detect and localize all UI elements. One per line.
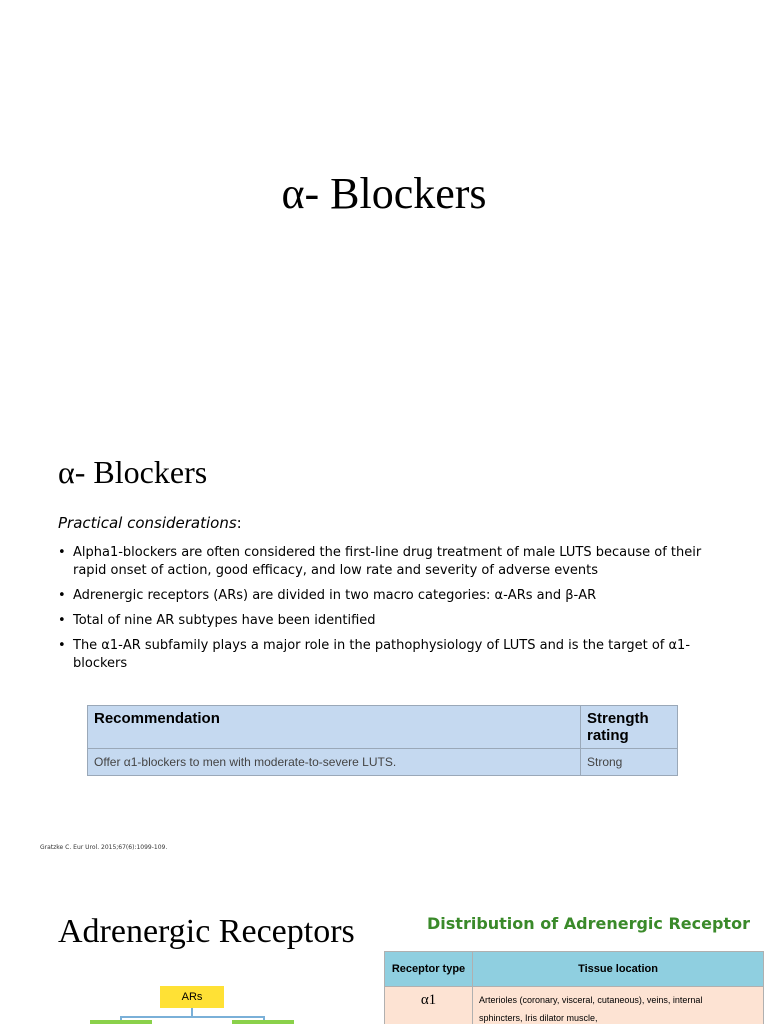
tissue-location-cell	[473, 987, 764, 1024]
recommendation-table	[87, 705, 678, 776]
table-header-row	[385, 952, 764, 987]
ars-diagram-root: ARs	[160, 986, 224, 1008]
table-row	[88, 749, 678, 776]
bullet-dot-icon: •	[58, 613, 66, 628]
slide-1	[0, 0, 768, 430]
table-row	[385, 987, 764, 1024]
bullet-list	[58, 544, 708, 680]
slide-3	[0, 870, 768, 1024]
beta-ar-box	[232, 1020, 294, 1024]
recommendation-header: Recommendation	[88, 706, 581, 749]
subtitle-text: Practical considerations	[58, 514, 237, 532]
bullet-item	[58, 612, 708, 630]
bullet-text: The α1-AR subfamily plays a major role in the pathophysiology of LUTS and is the target of α1-blockers	[73, 638, 691, 671]
receptor-type-cell: α1	[385, 987, 473, 1024]
receptor-type-header: Receptor type	[385, 952, 473, 987]
recommendation-cell: Offer α1-blockers to men with moderate-to-severe LUTS.	[88, 749, 581, 776]
diagram-connector	[120, 1016, 265, 1018]
tissue-line-2: sphincters, Iris dilator muscle,	[479, 1013, 598, 1023]
bullet-dot-icon: •	[58, 588, 66, 603]
distribution-table	[384, 951, 764, 1024]
bullet-text: Alpha1-blockers are often considered the first-line drug treatment of male LUTS because of their rapid onset of action, good efficacy, and low rate and severity of adverse events	[73, 545, 702, 578]
slide-2	[0, 430, 768, 870]
alpha-ar-box	[90, 1020, 152, 1024]
bullet-text: Total of nine AR subtypes have been identified	[73, 613, 376, 628]
strength-header-line1: Strength	[587, 710, 649, 727]
slide-1-title: α- Blockers	[281, 169, 487, 218]
strength-rating-header	[581, 706, 678, 749]
diagram-connector	[191, 1008, 193, 1016]
strength-cell: Strong	[581, 749, 678, 776]
slide-2-subtitle	[58, 514, 242, 532]
bullet-dot-icon: •	[58, 545, 66, 560]
tissue-line-1: Arterioles (coronary, visceral, cutaneous), veins, internal	[479, 995, 703, 1005]
bullet-dot-icon: •	[58, 638, 66, 653]
citation: Gratzke C. Eur Urol. 2015;67(6):1099-109.	[40, 844, 168, 851]
slide-3-title: Adrenergic Receptors	[58, 913, 355, 950]
bullet-item	[58, 587, 708, 605]
slide-2-title: α- Blockers	[58, 454, 208, 490]
distribution-title: Distribution of Adrenergic Receptor	[427, 914, 750, 933]
bullet-item	[58, 544, 708, 580]
table-header-row	[88, 706, 678, 749]
strength-header-line2: rating	[587, 727, 629, 744]
bullet-item	[58, 637, 708, 673]
tissue-location-header: Tissue location	[473, 952, 764, 987]
subtitle-colon: :	[236, 514, 242, 532]
bullet-text: Adrenergic receptors (ARs) are divided in two macro categories: α-ARs and β-AR	[73, 588, 597, 603]
